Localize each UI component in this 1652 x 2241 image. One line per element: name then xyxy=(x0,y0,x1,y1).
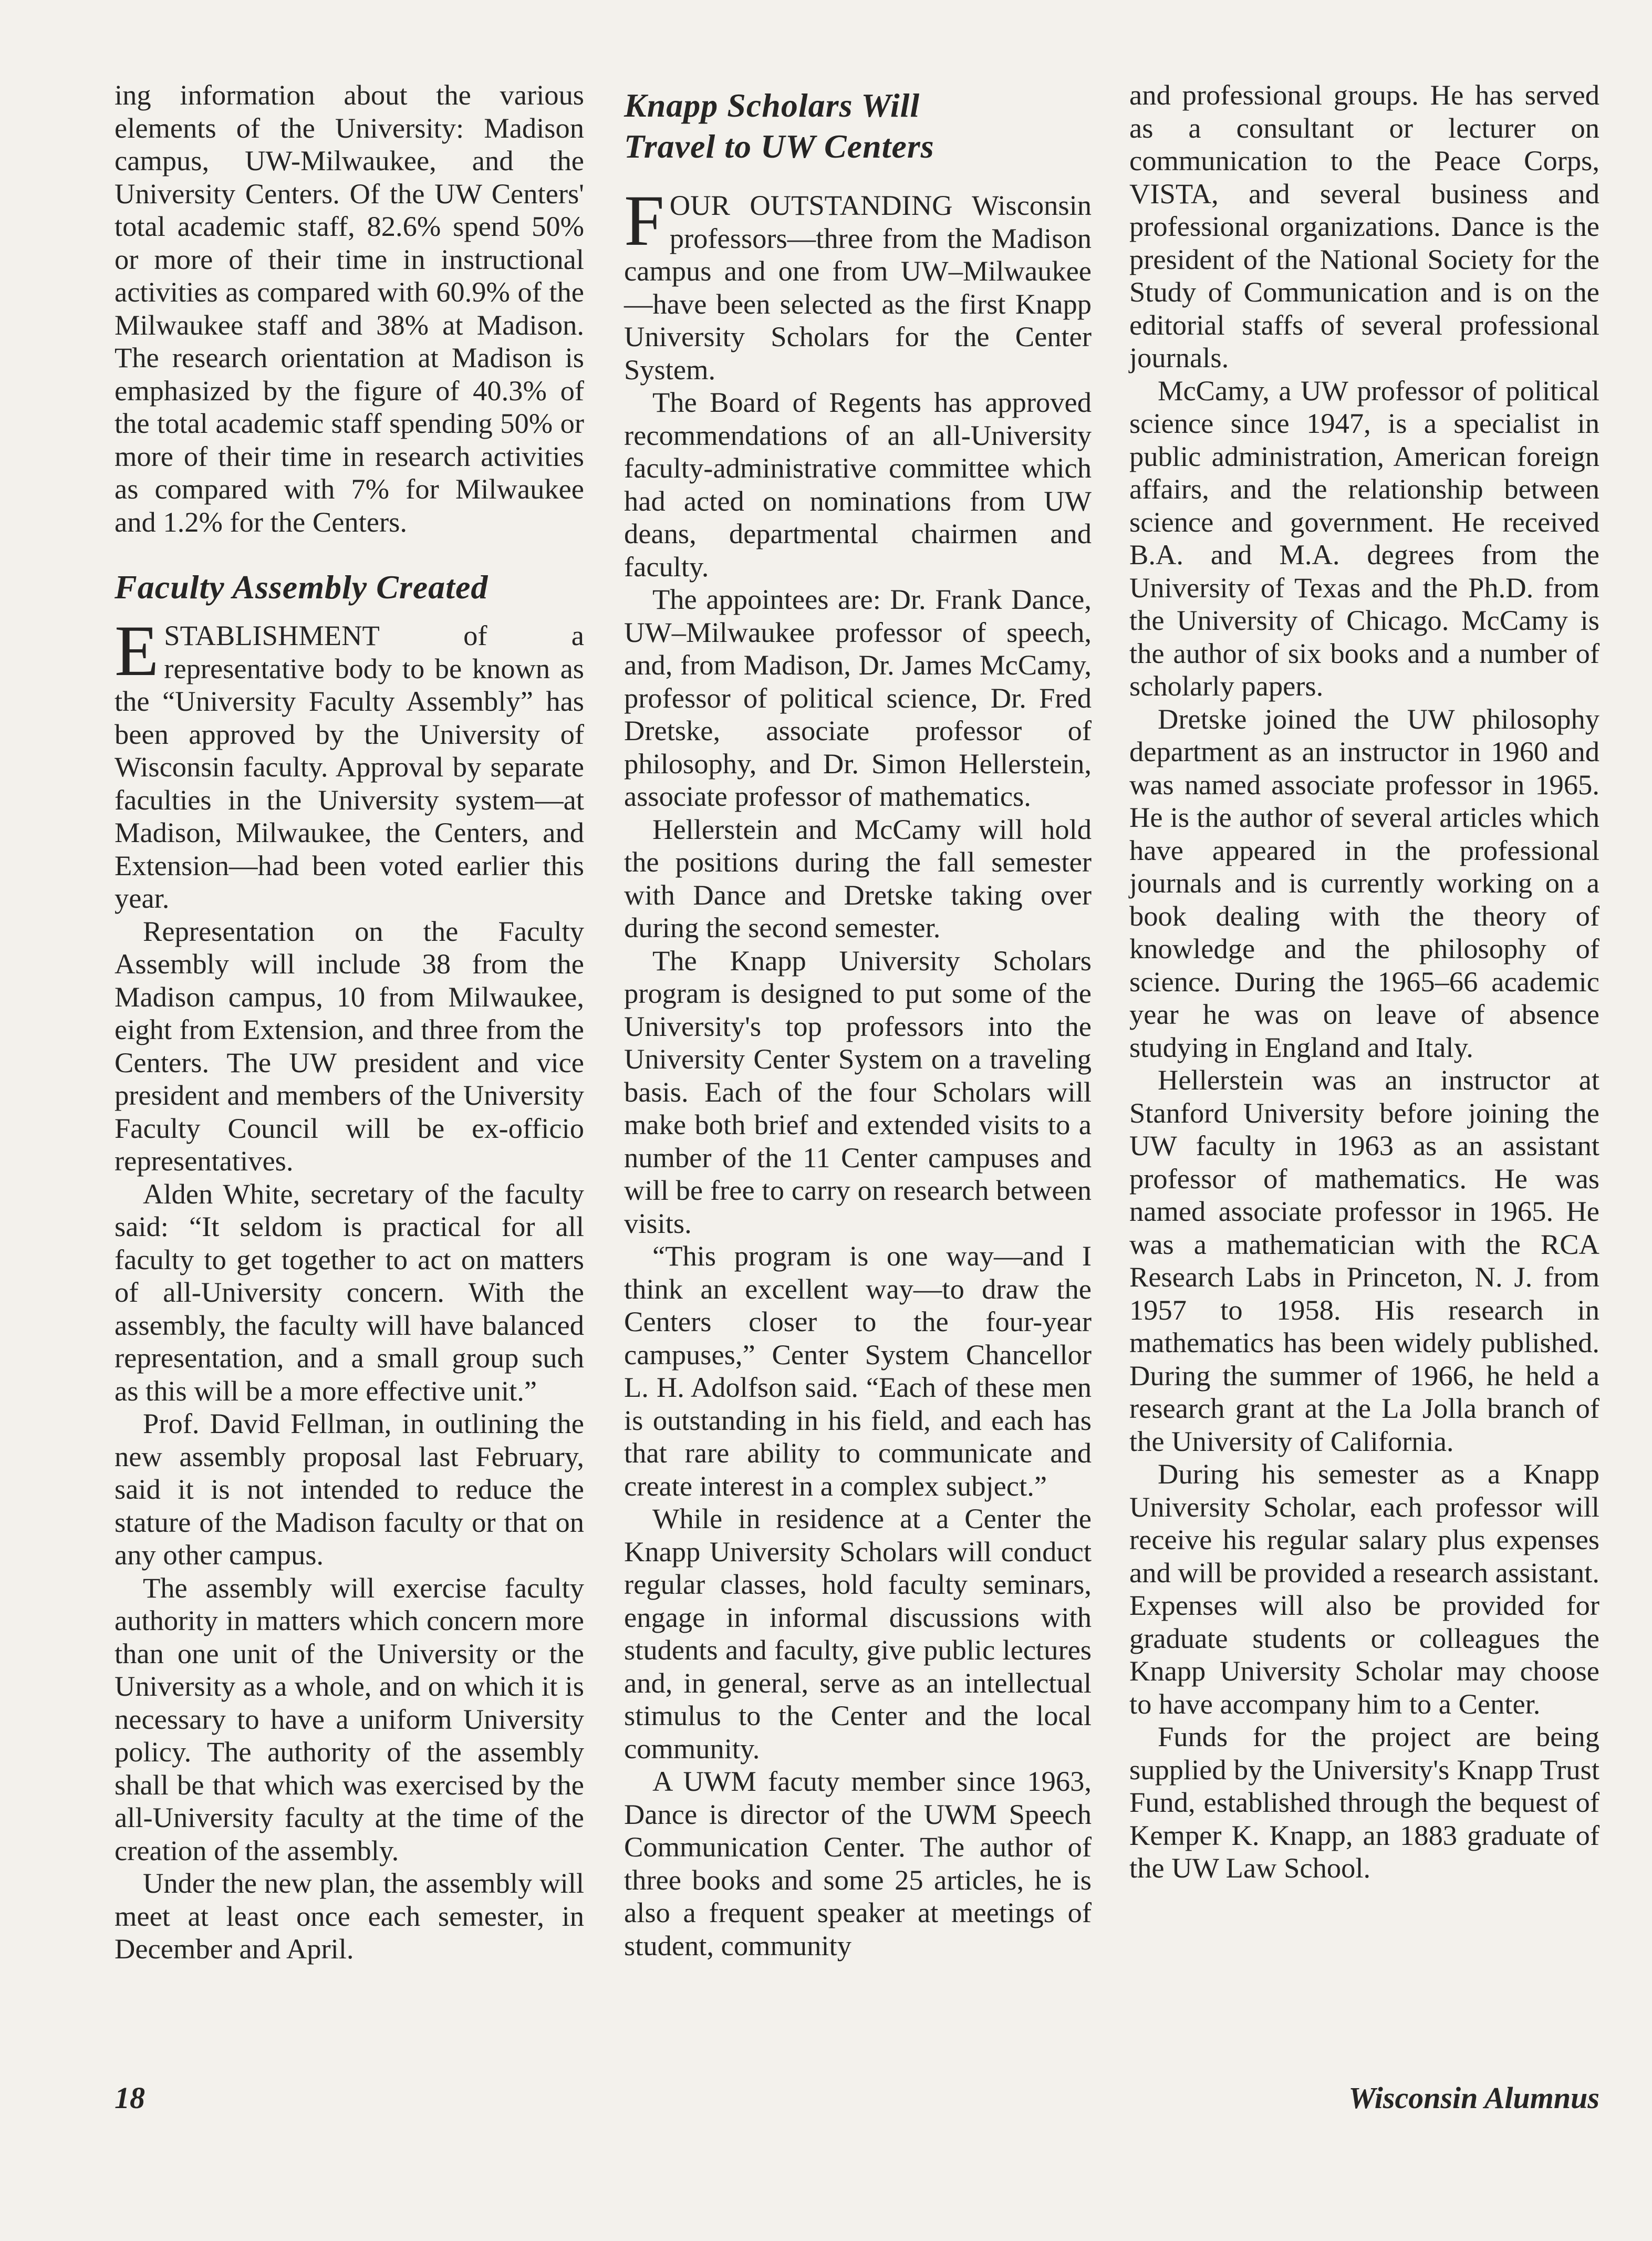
publication-name: Wisconsin Alumnus xyxy=(1348,2081,1599,2115)
body-paragraph: The appointees are: Dr. Frank Dance, UW–Milwaukee professor of speech, and, from Madison, Dr. James McCamy, professor of political science, Dr. Fred Dretske, associate professor of philosophy, and Dr. Simon Hellerstein, associate professor of mathematics. xyxy=(624,583,1092,812)
drop-cap: E xyxy=(115,610,159,691)
body-paragraph: The assembly will exercise faculty authority in matters which concern more than one unit of the University or the University as a whole, and on which it is necessary to have a uniform University policy. The authority of the assembly shall be that which was exercised by the all-University faculty at the time of the creation of the assembly. xyxy=(115,1571,584,1866)
lead-paragraph xyxy=(115,610,584,915)
body-paragraph: While in residence at a Center the Knapp University Scholars will conduct regular classes, hold faculty seminars, engage in informal discussions with students and faculty, give public lectures and, in general, serve as an intellectual stimulus to the Center and the local community. xyxy=(624,1502,1092,1765)
headline-knapp-scholars xyxy=(624,85,1092,167)
column-3 xyxy=(1129,79,1599,1885)
column-1 xyxy=(115,79,584,1966)
body-paragraph: Representation on the Faculty Assembly will include 38 from the Madison campus, 10 from Milwaukee, eight from Extension, and three from the Centers. The UW president and vice president and members of the University Faculty Council will be ex-officio representatives. xyxy=(115,915,584,1177)
continued-paragraph: and professional groups. He has served as a consultant or lecturer on communication to the Peace Corps, VISTA, and several business and professional organizations. Dance is the president of the National Society for the Study of Communication and is on the editorial staffs of several professional journals. xyxy=(1129,79,1599,374)
body-paragraph: Under the new plan, the assembly will meet at least once each semester, in December and April. xyxy=(115,1867,584,1965)
page-number: 18 xyxy=(115,2081,145,2115)
body-paragraph: Funds for the project are being supplied by the University's Knapp Trust Fund, established through the bequest of Kemper K. Knapp, an 1883 graduate of the UW Law School. xyxy=(1129,1720,1599,1884)
lead-text: OUR OUTSTANDING Wisconsin professors—three from the Madison campus and one from UW–Milwaukee—have been selected as the first Knapp University Scholars for the Center System. xyxy=(624,189,1092,386)
headline-faculty-assembly: Faculty Assembly Created xyxy=(115,568,489,606)
body-paragraph: The Board of Regents has approved recommendations of an all-University faculty-administrative committee which had acted on nominations from UW deans, departmental chairmen and faculty. xyxy=(624,386,1092,583)
body-paragraph: Prof. David Fellman, in outlining the new assembly proposal last February, said it is not intended to reduce the stature of the Madison faculty or that on any other campus. xyxy=(115,1407,584,1571)
drop-cap: F xyxy=(624,180,664,261)
body-paragraph: McCamy, a UW professor of political science since 1947, is a specialist in public administration, American foreign affairs, and the relationship between science and government. He received B.A. and M.A. degrees from the University of Texas and the Ph.D. from the University of Chicago. McCamy is the author of six books and a number of scholarly papers. xyxy=(1129,374,1599,702)
lead-paragraph xyxy=(624,180,1092,386)
body-paragraph: During his semester as a Knapp University Scholar, each professor will receive his regular salary plus expenses and will be provided a research assistant. Expenses will also be provided for graduate students or colleagues the Knapp University Scholar may choose to have accompany him to a Center. xyxy=(1129,1458,1599,1720)
body-paragraph: Alden White, secretary of the faculty said: “It seldom is practical for all faculty to get together to act on matters of all-University concern. With the assembly, the faculty will have balanced representation, and a small group such as this will be a more effective unit.” xyxy=(115,1177,584,1407)
body-paragraph: Dretske joined the UW philosophy department as an instructor in 1960 and was named associate professor in 1965. He is the author of several articles which have appeared in the professional journals and is currently working on a book dealing with the theory of knowledge and the philosophy of science. During the 1965–66 academic year he was on leave of absence studying in England and Italy. xyxy=(1129,702,1599,1063)
headline-line-2: Travel to UW Centers xyxy=(624,128,934,165)
body-paragraph: Hellerstein and McCamy will hold the positions during the fall semester with Dance and Dretske taking over during the second semester. xyxy=(624,813,1092,943)
continued-paragraph: ing information about the various elements of the University: Madison campus, UW-Milwaukee, and the University Centers. Of the UW Centers' total academic staff, 82.6% spend 50% or more of their time in instructional activities as compared with 60.9% of the Milwaukee staff and 38% at Madison. The research orientation at Madison is emphasized by the figure of 40.3% of the total academic staff spending 50% or more of their time in research activities as compared with 7% for Milwaukee and 1.2% for the Centers. xyxy=(115,79,584,538)
body-paragraph: The Knapp University Scholars program is designed to put some of the University's top professors into the University Center System on a traveling basis. Each of the four Scholars will make both brief and extended visits to a number of the 11 Center campuses and will be free to carry on research between visits. xyxy=(624,944,1092,1239)
body-paragraph: Hellerstein was an instructor at Stanford University before joining the UW faculty in 1963 as an assistant professor of mathematics. He was named associate professor in 1965. He was a mathematician with the RCA Research Labs in Princeton, N. J. from 1957 to 1958. His research in mathematics has been widely published. During the summer of 1966, he held a research grant at the La Jolla branch of the University of California. xyxy=(1129,1064,1599,1457)
body-paragraph: “This program is one way—and I think an excellent way—to draw the Centers closer to the four-year campuses,” Center System Chancellor L. H. Adolfson said. “Each of these men is outstanding in his field, and each has that rare ability to communicate and create interest in a complex subject.” xyxy=(624,1240,1092,1502)
lead-text: STABLISHMENT of a representative body to be known as the “University Faculty Assembly” has been approved by the University of Wisconsin faculty. Approval by separate faculties in the University system—at Madison, Milwaukee, the Centers, and Extension—had been voted earlier this year. xyxy=(115,619,584,914)
body-paragraph: A UWM facuty member since 1963, Dance is director of the UWM Speech Communication Center. The author of three books and some 25 articles, he is also a frequent speaker at meetings of student, community xyxy=(624,1765,1092,1962)
column-2 xyxy=(624,79,1092,1962)
headline-line-1: Knapp Scholars Will xyxy=(624,87,920,124)
